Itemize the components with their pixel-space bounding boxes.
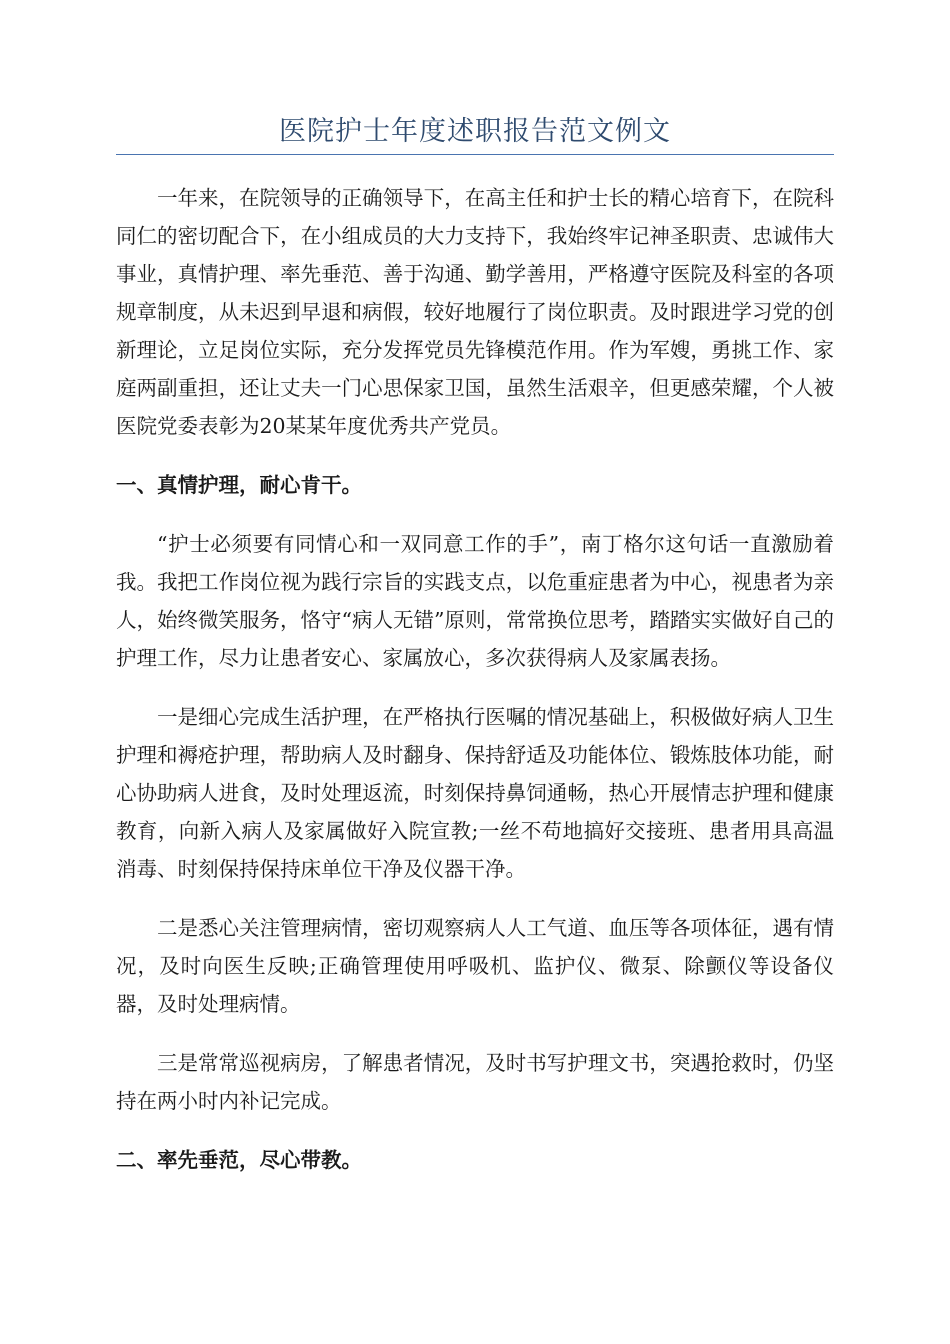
- document-body: [116, 179, 834, 1179]
- paragraph-nightingale: “护士必须要有同情心和一双同意工作的手”，南丁格尔这句话一直激励着我。我把工作岗位视为践行宗旨的实践支点，以危重症患者为中心，视患者为亲人，始终微笑服务，恪守“病人无错”原则，常常换位思考，踏踏实实做好自己的护理工作，尽力让患者安心、家属放心，多次获得病人及家属表扬。: [116, 532, 834, 670]
- document-title: 医院护士年度述职报告范文例文: [279, 116, 671, 147]
- paragraph-intro: 一年来，在院领导的正确领导下，在高主任和护士长的精心培育下，在院科同仁的密切配合下，在小组成员的大力支持下，我始终牢记神圣职责、忠诚伟大事业，真情护理、率先垂范、善于沟通、勤学善用，严格遵守医院及科室的各项规章制度，从未迟到早退和病假，较好地履行了岗位职责。及时跟进学习党的创新理论，立足岗位实际，充分发挥党员先锋模范作用。作为军嫂，勇挑工作、家庭两副重担，还让丈夫一门心思保家卫国，虽然生活艰辛，但更感荣耀，个人被医院党委表彰为20某某年度优秀共产党员。: [116, 186, 834, 438]
- title-underline: [116, 154, 834, 155]
- paragraph-point-3: 三是常常巡视病房，了解患者情况，及时书写护理文书，突遇抢救时，仍坚持在两小时内补记完成。: [116, 1051, 834, 1113]
- paragraph-point-2: 二是悉心关注管理病情，密切观察病人人工气道、血压等各项体征，遇有情况，及时向医生反映;正确管理使用呼吸机、监护仪、微泵、除颤仪等设备仪器，及时处理病情。: [116, 916, 834, 1016]
- section-heading-2: 二、率先垂范，尽心带教。: [116, 1148, 362, 1172]
- section-heading-1: 一、真情护理，耐心肯干。: [116, 473, 362, 497]
- paragraph-point-1: 一是细心完成生活护理，在严格执行医嘱的情况基础上，积极做好病人卫生护理和褥疮护理，帮助病人及时翻身、保持舒适及功能体位、锻炼肢体功能，耐心协助病人进食，及时处理返流，时刻保持鼻饲通畅，热心开展情志护理和健康教育，向新入病人及家属做好入院宣教;一丝不苟地搞好交接班、患者用具高温消毒、时刻保持保持床单位干净及仪器干净。: [116, 705, 834, 881]
